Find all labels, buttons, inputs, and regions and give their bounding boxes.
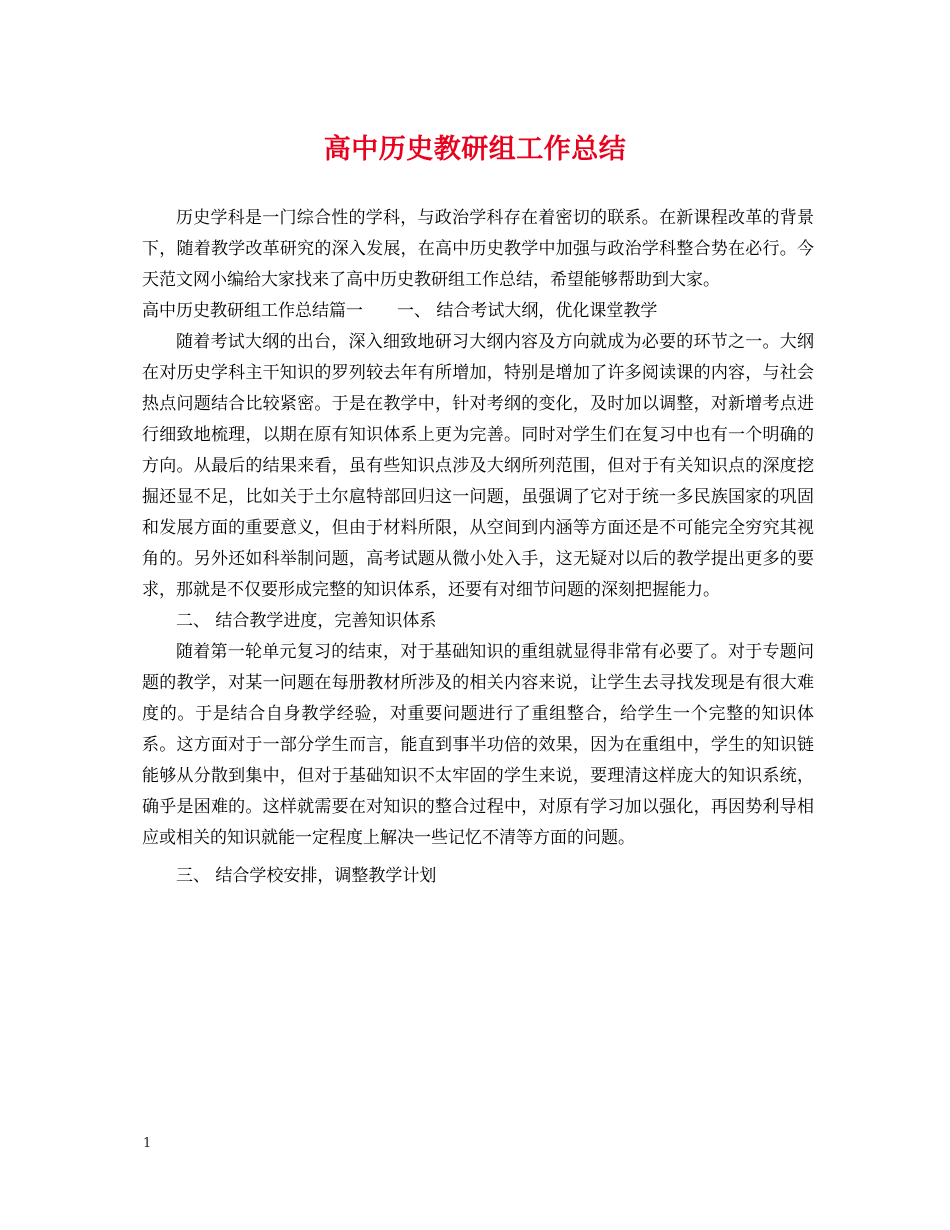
section3-heading: 三、 结合学校安排，调整教学计划 (176, 866, 437, 886)
chapter-title: 高中历史教研组工作总结篇一 (142, 301, 363, 321)
section2-paragraph: 随着第一轮单元复习的结束，对于基础知识的重组就显得非常有必要了。对于专题问题的教学，对某一问题在每册教材所涉及的相关内容来说，让学生去寻找发现是有很大难度的。于是结合自身教学经验，对重要问题进行了重组整合，给学生一个完整的知识体系。这方面对于一部分学生而言，能直到事半功倍的效果，因为在重组中，学生的知识链能够从分散到集中，但对于基础知识不太牢固的学生来说，要理清这样庞大的知识系统，确乎是困难的。这样就需要在对知识的整合过程中，对原有学习加以强化，再因势利导相应或相关的知识就能一定程度上解决一些记忆不清等方面的问题。 (142, 642, 814, 848)
section2-heading: 二、 结合教学进度，完善知识体系 (176, 611, 437, 631)
chapter-heading-line (142, 296, 814, 327)
intro-paragraph: 历史学科是一门综合性的学科，与政治学科存在着密切的联系。在新课程改革的背景下，随着教学改革研究的深入发展，在高中历史教学中加强与政治学科整合势在必行。今天范文网小编给大家找来了高中历史教研组工作总结，希望能够帮助到大家。 (142, 208, 814, 290)
section1-paragraph: 随着考试大纲的出台，深入细致地研习大纲内容及方向就成为必要的环节之一。大纲在对历史学科主干知识的罗列较去年有所增加，特别是增加了许多阅读课的内容，与社会热点问题结合比较紧密。于是在教学中，针对考纲的变化，及时加以调整，对新增考点进行细致地梳理，以期在原有知识体系上更为完善。同时对学生们在复习中也有一个明确的方向。从最后的结果来看，虽有些知识点涉及大纲所列范围，但对于有关知识点的深度挖掘还显不足，比如关于土尔扈特部回归这一问题，虽强调了它对于统一多民族国家的巩固和发展方面的重要意义，但由于材料所限，从空间到内涵等方面还是不可能完全穷究其视角的。另外还如科举制问题，高考试题从微小处入手，这无疑对以后的教学提出更多的要求，那就是不仅要形成完整的知识体系，还要有对细节问题的深刻把握能力。 (142, 332, 814, 600)
document-body (142, 203, 814, 892)
section1-heading: 一、 结合考试大纲，优化课堂教学 (397, 301, 658, 321)
page-number: 1 (143, 1136, 152, 1151)
document-title: 高中历史教研组工作总结 (323, 134, 627, 165)
